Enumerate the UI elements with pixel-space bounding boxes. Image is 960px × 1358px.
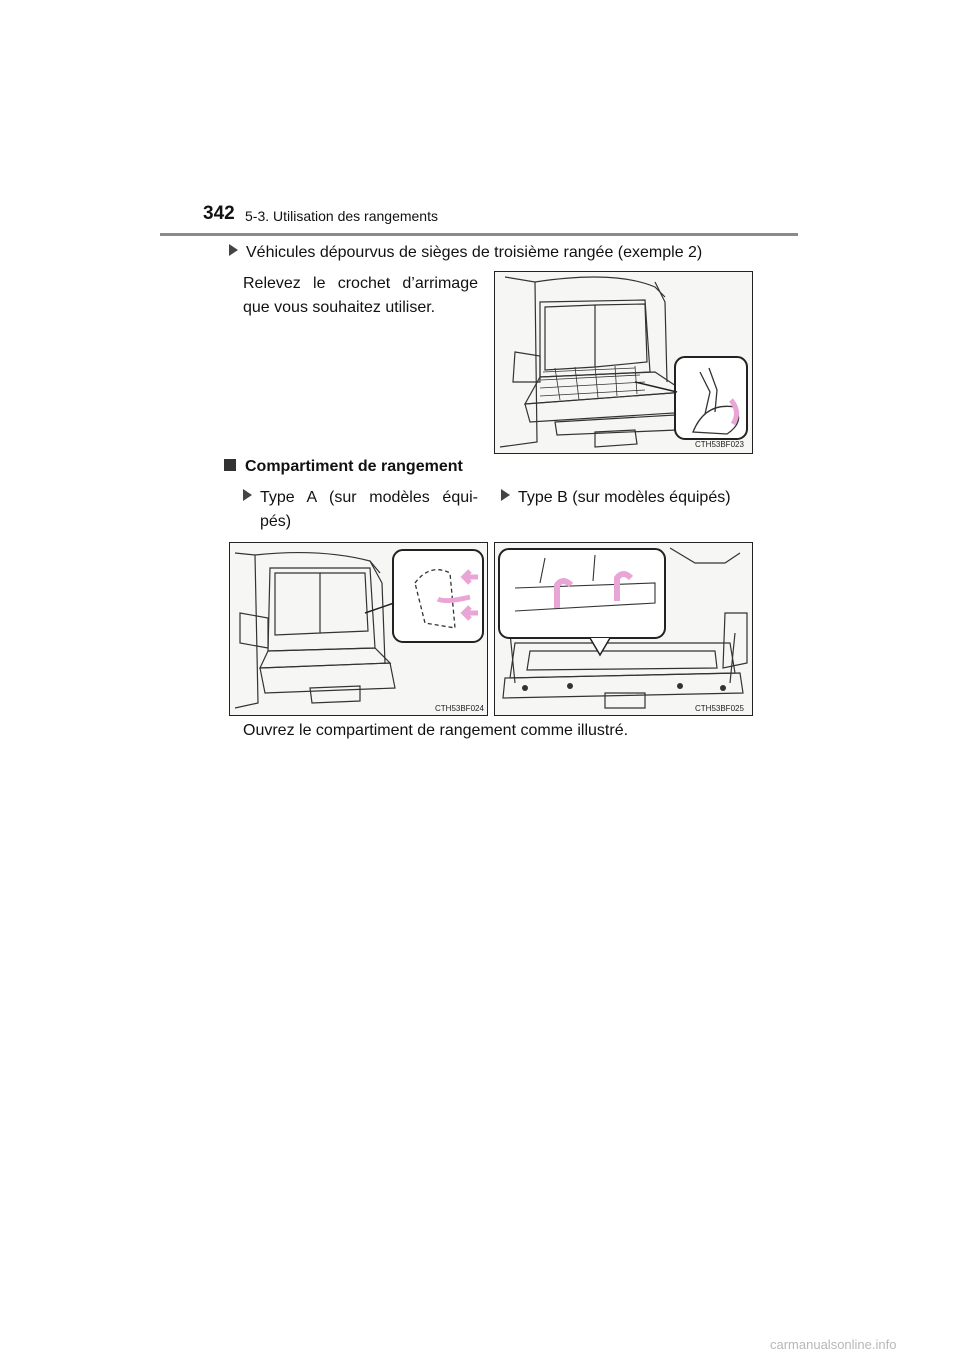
storage-caption: Ouvrez le compartiment de rangement comme illustré.: [243, 722, 629, 739]
type-a-line-1: [243, 489, 478, 507]
header-rule: [160, 233, 798, 236]
figure-code-1: CTH53BF023: [695, 440, 744, 449]
type-b-label: Type B (sur modèles équipés): [518, 489, 731, 506]
type-a-illustration: [230, 543, 487, 715]
figure-type-a: [229, 542, 488, 716]
figure-type-b: [494, 542, 753, 716]
vehicle-bullet: [229, 244, 702, 262]
type-a-label-1: Type A (sur modèles équi-: [260, 489, 478, 506]
square-bullet-icon: [224, 459, 236, 471]
instruction-line-2: que vous souhaitez utiliser.: [243, 299, 436, 316]
triangle-bullet-icon: [501, 489, 510, 501]
figure-code-3: CTH53BF025: [695, 704, 744, 713]
footer-watermark: carmanualsonline.info: [770, 1337, 897, 1352]
page-number: 342: [203, 203, 235, 224]
type-b-line: [501, 489, 731, 507]
cargo-hook-illustration: [495, 272, 752, 453]
storage-heading: Compartiment de rangement: [245, 458, 463, 475]
figure-code-2: CTH53BF024: [435, 704, 484, 713]
section-title: 5-3. Utilisation des rangements: [245, 208, 438, 224]
storage-heading-row: [224, 458, 463, 476]
type-b-illustration: [495, 543, 752, 715]
vehicle-note-label: Véhicules dépourvus de sièges de troisième rangée (exemple 2): [246, 244, 703, 261]
triangle-bullet-icon: [243, 489, 252, 501]
type-a-label-2: pés): [260, 513, 292, 530]
triangle-bullet-icon: [229, 244, 238, 256]
instruction-line-1: Relevez le crochet d’arrimage: [243, 275, 478, 292]
figure-cargo-hook: [494, 271, 753, 454]
